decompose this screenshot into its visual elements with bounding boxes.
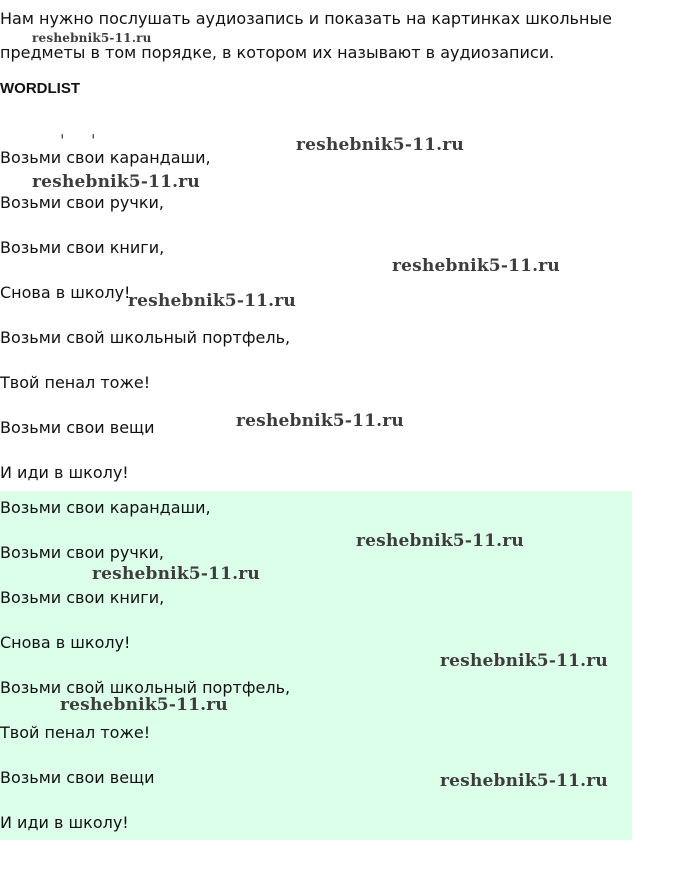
verse-1-line-2: Возьми свои ручки,	[0, 193, 164, 212]
verse-2-line-6: Твой пенал тоже!	[0, 723, 151, 742]
watermark: reshebnik5-11.ru	[296, 135, 464, 155]
verse-1-line-5: Возьми свой школьный портфель,	[0, 328, 291, 347]
verse-2-line-2: Возьми свои ручки,	[0, 543, 164, 562]
verse-1-line-1: Возьми свои карандаши,	[0, 148, 211, 167]
wordlist-heading: WORDLIST	[0, 80, 80, 97]
watermark: reshebnik5-11.ru	[356, 531, 524, 551]
verse-1-line-8: И иди в школу!	[0, 463, 129, 482]
wordlist-mark: ˌ	[91, 121, 96, 140]
watermark: reshebnik5-11.ru	[392, 256, 560, 276]
watermark: reshebnik5-11.ru	[440, 651, 608, 671]
verse-1-line-3: Возьми свои книги,	[0, 238, 165, 257]
wordlist-mark: ˌ	[60, 121, 65, 140]
intro-line-1: Нам нужно послушать аудиозапись и показать на картинках школьные	[0, 9, 612, 28]
watermark: reshebnik5-11.ru	[236, 411, 404, 431]
intro-line-2: предметы в том порядке, в котором их называют в аудиозаписи.	[0, 43, 555, 62]
verse-1-line-7: Возьми свои вещи	[0, 418, 155, 437]
verse-2-line-4: Снова в школу!	[0, 633, 131, 652]
verse-2-line-3: Возьми свои книги,	[0, 588, 165, 607]
verse-2-line-1: Возьми свои карандаши,	[0, 498, 211, 517]
verse-2-line-5: Возьми свой школьный портфель,	[0, 678, 291, 697]
watermark: reshebnik5-11.ru	[128, 291, 296, 311]
watermark: reshebnik5-11.ru	[440, 771, 608, 791]
watermark: reshebnik5-11.ru	[92, 564, 260, 584]
watermark: reshebnik5-11.ru	[32, 172, 200, 192]
verse-1-line-4: Снова в школу!	[0, 283, 131, 302]
watermark: reshebnik5-11.ru	[32, 31, 152, 45]
verse-2-line-7: Возьми свои вещи	[0, 768, 155, 787]
watermark: reshebnik5-11.ru	[60, 695, 228, 715]
verse-2-line-8: И иди в школу!	[0, 813, 129, 832]
verse-1-line-6: Твой пенал тоже!	[0, 373, 151, 392]
